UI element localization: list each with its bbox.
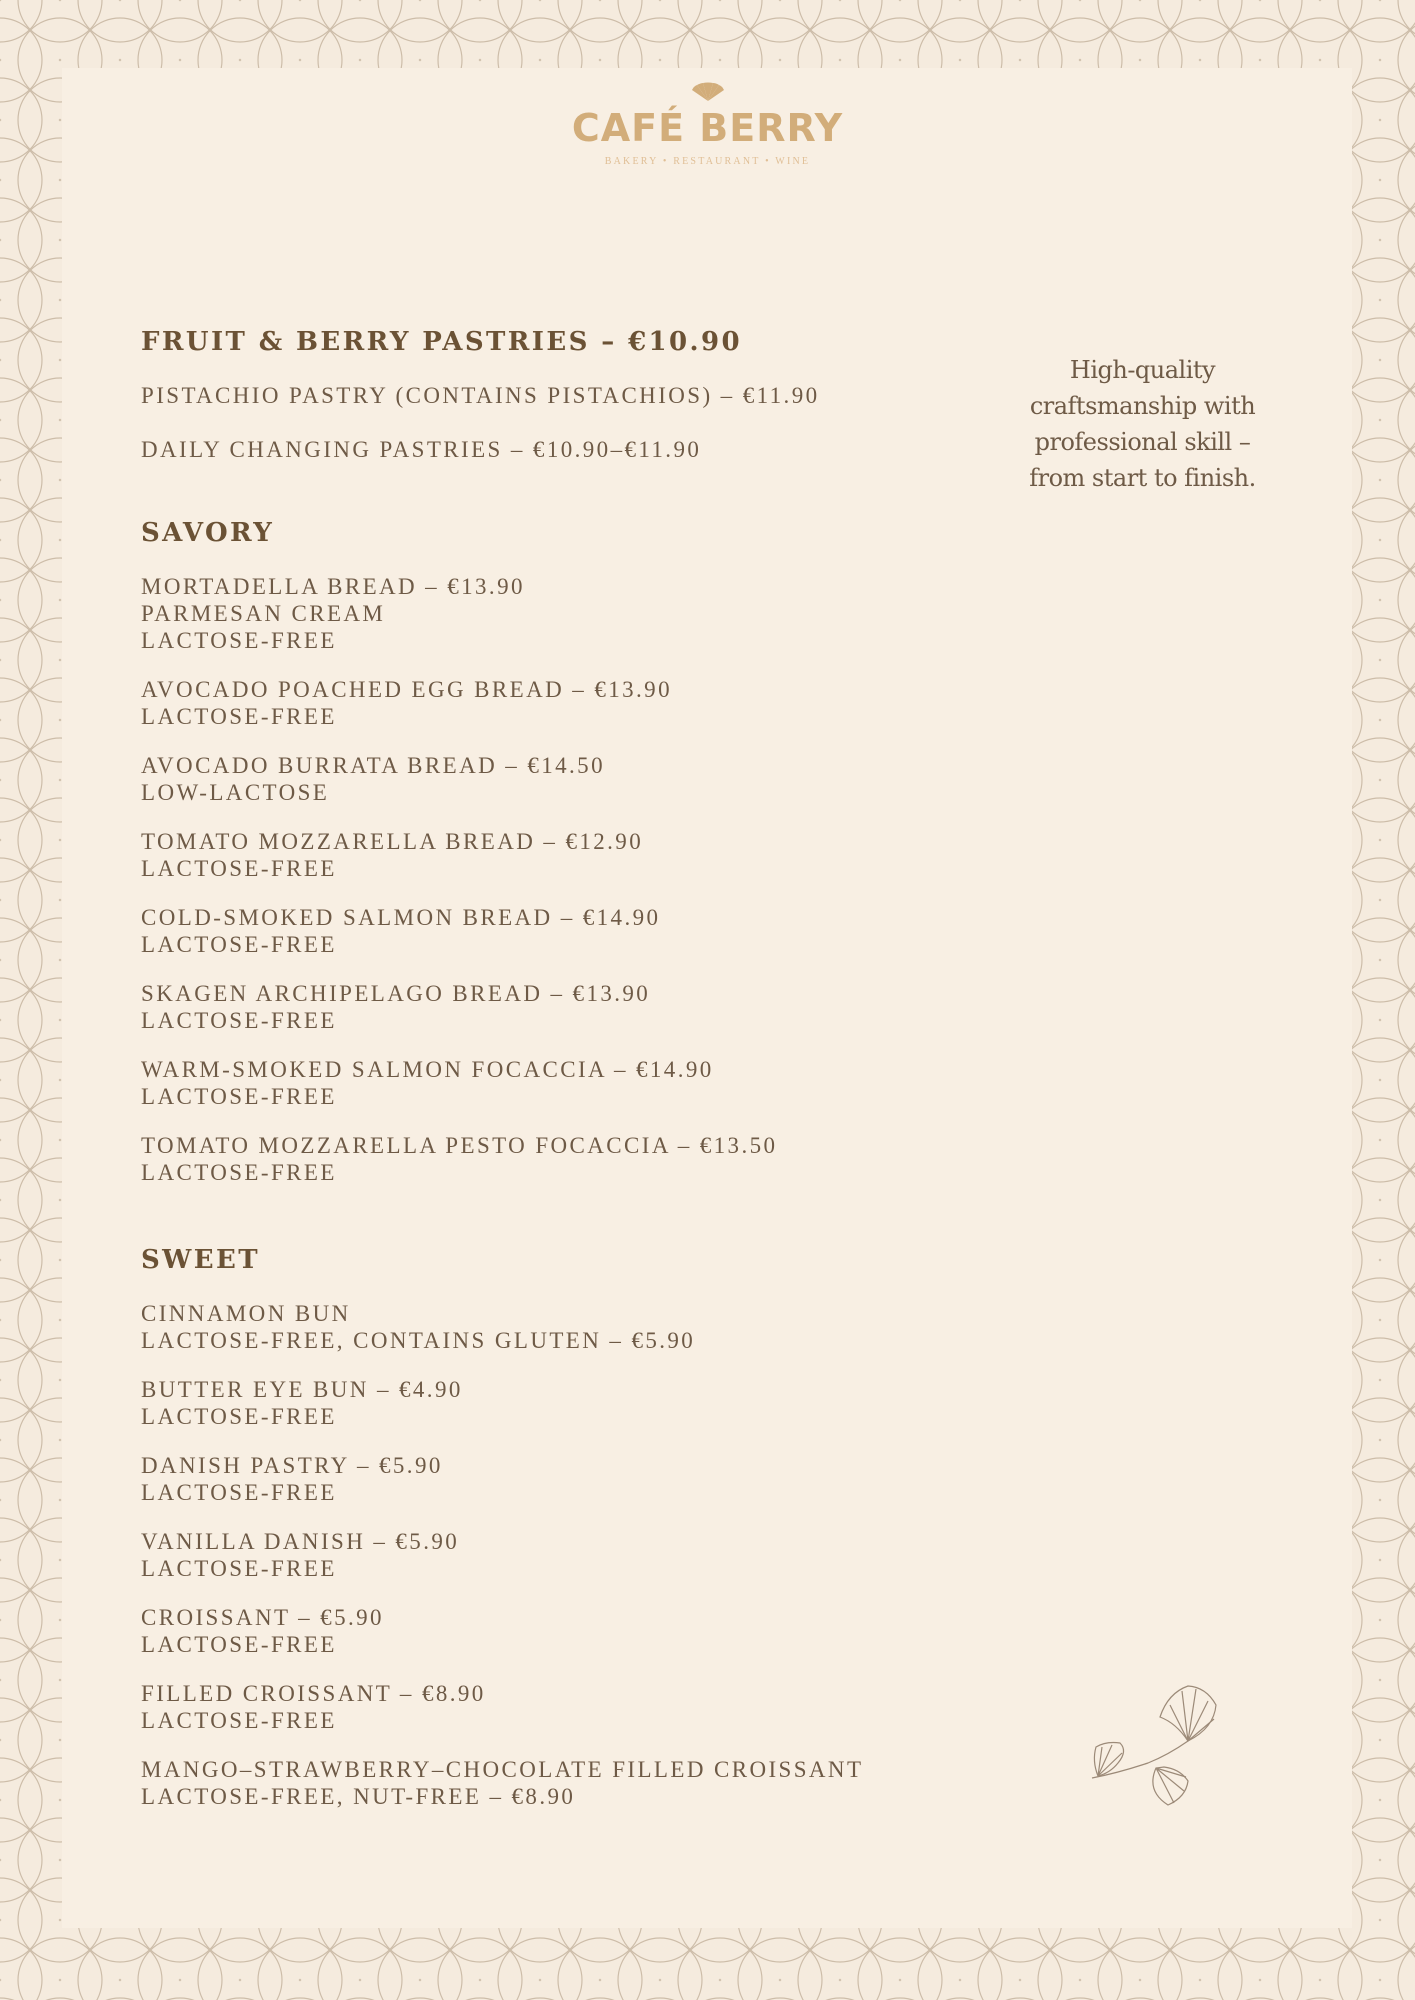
menu-item-detail: LACTOSE-FREE xyxy=(141,856,337,881)
menu-item-detail: LACTOSE-FREE xyxy=(141,1084,337,1109)
menu-item-detail: LACTOSE-FREE xyxy=(141,1008,337,1033)
menu-item xyxy=(141,1756,1001,1810)
menu-item xyxy=(141,1300,1001,1354)
menu-item xyxy=(141,1528,1001,1582)
menu-item xyxy=(141,676,1001,730)
menu-item-name: PISTACHIO PASTRY (CONTAINS PISTACHIOS) – €11.90 xyxy=(141,383,820,408)
menu-item-name: AVOCADO POACHED EGG BREAD – €13.90 xyxy=(141,677,672,702)
menu-item-name: FILLED CROISSANT – €8.90 xyxy=(141,1681,486,1706)
menu-item-detail: LACTOSE-FREE xyxy=(141,1556,337,1581)
menu-section xyxy=(141,515,1001,1186)
menu-item-detail: LACTOSE-FREE xyxy=(141,1404,337,1429)
menu-item-detail: LACTOSE-FREE xyxy=(141,1480,337,1505)
menu-item xyxy=(141,828,1001,882)
menu-item-name: MANGO–STRAWBERRY–CHOCOLATE FILLED CROISSANT xyxy=(141,1757,864,1782)
menu-item xyxy=(141,1056,1001,1110)
menu-item-detail: LACTOSE-FREE xyxy=(141,1708,337,1733)
brand-logo xyxy=(0,82,1415,167)
menu-item-detail: LACTOSE-FREE xyxy=(141,932,337,957)
menu-item-detail: LACTOSE-FREE, NUT-FREE – €8.90 xyxy=(141,1784,576,1809)
menu-item xyxy=(141,752,1001,806)
side-note: High-quality craftsmanship with professional skill – from start to finish. xyxy=(1029,356,1256,492)
brand-tagline: BAKERY • RESTAURANT • WINE xyxy=(604,156,811,167)
menu-item-name: TOMATO MOZZARELLA BREAD – €12.90 xyxy=(141,829,644,854)
ginkgo-leaf-icon xyxy=(1088,1683,1218,1808)
menu-item-detail: LACTOSE-FREE xyxy=(141,1160,337,1185)
menu-item-name: SKAGEN ARCHIPELAGO BREAD – €13.90 xyxy=(141,981,651,1006)
menu-item-name: CROISSANT – €5.90 xyxy=(141,1605,384,1630)
menu-item-name: AVOCADO BURRATA BREAD – €14.50 xyxy=(141,753,605,778)
menu-item-name: WARM-SMOKED SALMON FOCACCIA – €14.90 xyxy=(141,1057,714,1082)
menu-item-name: DANISH PASTRY – €5.90 xyxy=(141,1453,443,1478)
menu-item xyxy=(141,1604,1001,1658)
menu-item xyxy=(141,1132,1001,1186)
menu-item xyxy=(141,1376,1001,1430)
section-title: SWEET xyxy=(141,1245,260,1275)
menu-item xyxy=(141,436,1001,463)
menu-item-detail: LACTOSE-FREE, CONTAINS GLUTEN – €5.90 xyxy=(141,1328,696,1353)
menu-item xyxy=(141,980,1001,1034)
shell-icon xyxy=(688,82,728,102)
menu-item xyxy=(141,904,1001,958)
menu-item xyxy=(141,382,1001,409)
menu-item xyxy=(141,573,1001,654)
menu-item xyxy=(141,1452,1001,1506)
menu-item-detail: LOW-LACTOSE xyxy=(141,780,330,805)
menu-section xyxy=(141,324,1001,463)
section-title: SAVORY xyxy=(141,518,275,548)
menu-list xyxy=(141,324,1001,1810)
menu-item-detail: PARMESAN CREAM xyxy=(141,601,386,626)
menu-section xyxy=(141,1242,1001,1810)
menu-item-name: DAILY CHANGING PASTRIES – €10.90–€11.90 xyxy=(141,437,702,462)
section-title: FRUIT & BERRY PASTRIES – €10.90 xyxy=(141,327,742,357)
menu-item-name: VANILLA DANISH – €5.90 xyxy=(141,1529,460,1554)
menu-item-name: TOMATO MOZZARELLA PESTO FOCACCIA – €13.50 xyxy=(141,1133,778,1158)
menu-item-detail: LACTOSE-FREE xyxy=(141,1632,337,1657)
menu-item-detail: LACTOSE-FREE xyxy=(141,628,337,653)
brand-name: CAFÉ BERRY xyxy=(571,106,844,150)
menu-item-detail: LACTOSE-FREE xyxy=(141,704,337,729)
menu-item-name: BUTTER EYE BUN – €4.90 xyxy=(141,1377,463,1402)
menu-item-name: COLD-SMOKED SALMON BREAD – €14.90 xyxy=(141,905,661,930)
menu-item-name: MORTADELLA BREAD – €13.90 xyxy=(141,574,525,599)
menu-item-name: CINNAMON BUN xyxy=(141,1301,351,1326)
menu-item xyxy=(141,1680,1001,1734)
